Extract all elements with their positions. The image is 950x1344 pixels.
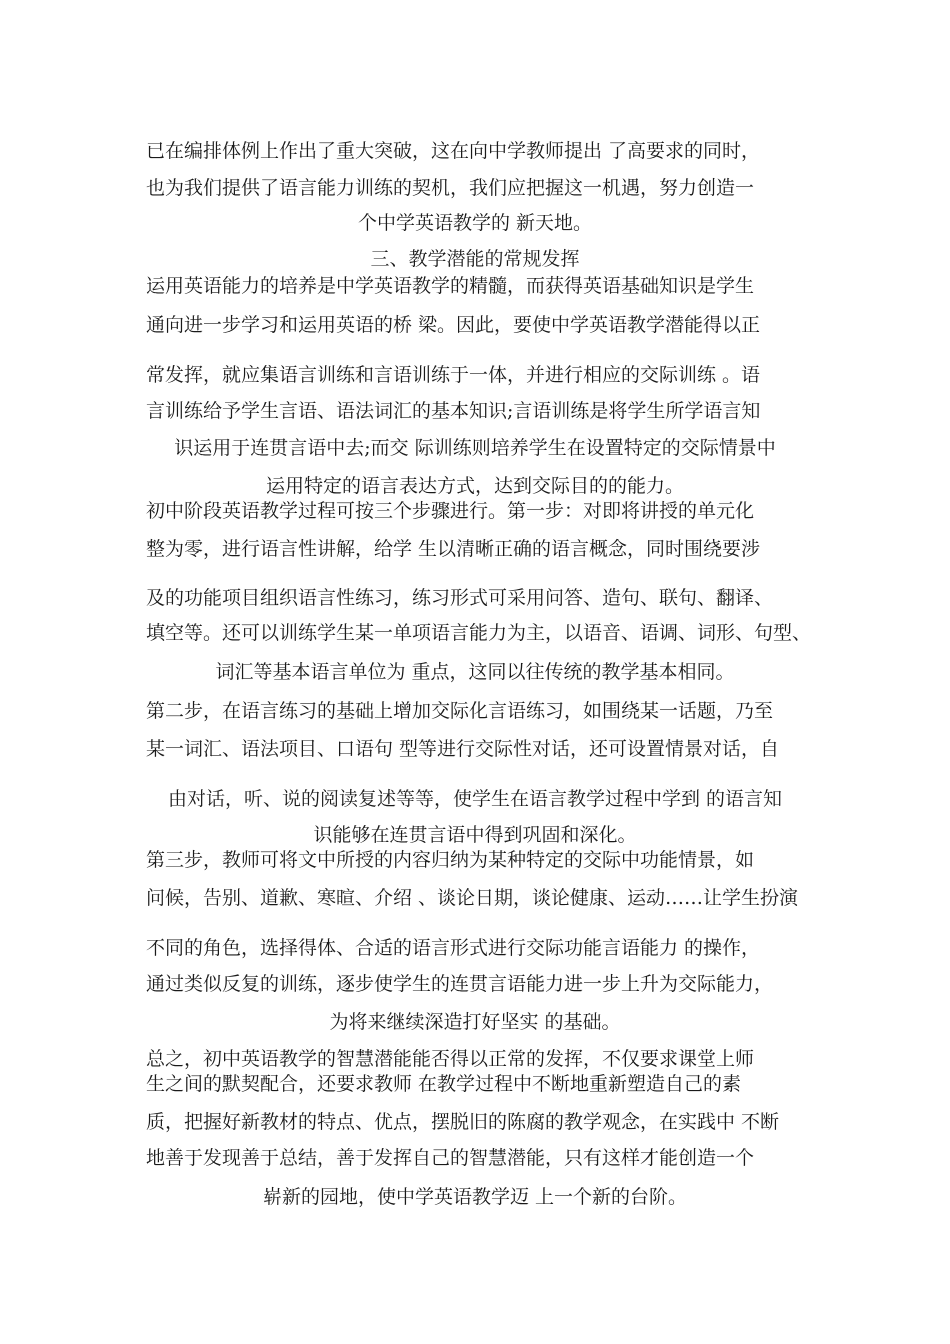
text-line: 通过类似反复的训练，逐步使学生的连贯言语能力进一步上升为交际能力， xyxy=(146,973,774,995)
text-line: 初中阶段英语教学过程可按三个步骤进行。第一步：对即将讲授的单元化 xyxy=(146,500,755,522)
text-line: 由对话，听、说的阅读复述等等，使学生在语言教学过程中学到 的语言知 xyxy=(167,788,783,810)
text-line: 词汇等基本语言单位为 重点，这同以往传统的教学基本相同。 xyxy=(215,661,735,683)
text-line: 问候，告别、道歉、寒暄、介绍 、谈论日期，谈论健康、运动……让学生扮演 xyxy=(146,887,799,909)
text-line: 崭新的园地，使中学英语教学迈 上一个新的台阶。 xyxy=(262,1186,688,1208)
text-line: 识运用于连贯言语中去;而交 际训练则培养学生在设置特定的交际情景中 xyxy=(174,437,776,459)
text-line: 及的功能项目组织语言性练习，练习形式可采用问答、造句、联句、翻译、 xyxy=(146,587,774,609)
text-line: 不同的角色，选择得体、合适的语言形式进行交际功能言语能力 的操作， xyxy=(146,937,761,959)
section-heading: 三、教学潜能的常规发挥 xyxy=(370,248,580,270)
text-line: 质，把握好新教材的特点、优点，摆脱旧的陈腐的教学观念，在实践中 不断 xyxy=(146,1111,780,1133)
text-line: 言训练给予学生言语、语法词汇的基本知识;言语训练是将学生所学语言知 xyxy=(146,400,761,422)
text-line: 地善于发现善于总结，善于发挥自己的智慧潜能，只有这样才能创造一个 xyxy=(146,1147,755,1169)
text-line: 某一词汇、语法项目、口语句 型等进行交际性对话，还可设置情景对话，自 xyxy=(146,738,780,760)
text-line: 总之，初中英语教学的智慧潜能能否得以正常的发挥，不仅要求课堂上师 xyxy=(146,1048,755,1070)
text-line: 为将来继续深造打好坚实 的基础。 xyxy=(329,1011,621,1033)
text-line: 运用英语能力的培养是中学英语教学的精髓，而获得英语基础知识是学生 xyxy=(146,275,755,297)
text-line: 整为零，进行语言性讲解，给学 生以清晰正确的语言概念，同时围绕要涉 xyxy=(146,538,761,560)
text-line: 生之间的默契配合，还要求教师 在教学过程中不断地重新塑造自己的素 xyxy=(146,1073,742,1095)
text-line: 第三步，教师可将文中所授的内容归纳为某种特定的交际中功能情景，如 xyxy=(146,849,755,871)
text-line: 第二步，在语言练习的基础上增加交际化言语练习，如围绕某一话题，乃至 xyxy=(146,700,774,722)
text-line: 常发挥，就应集语言训练和言语训练于一体，并进行相应的交际训练 。语 xyxy=(146,364,761,386)
text-line: 运用特定的语言表达方式，达到交际目的的能力。 xyxy=(265,475,684,497)
text-line: 也为我们提供了语言能力训练的契机，我们应把握这一机遇，努力创造一 xyxy=(146,177,755,199)
text-line: 识能够在连贯言语中得到巩固和深化。 xyxy=(313,824,637,846)
text-line: 个中学英语教学的 新天地。 xyxy=(357,212,593,234)
text-line: 通向进一步学习和运用英语的桥 梁。因此，要使中学英语教学潜能得以正 xyxy=(146,314,761,336)
text-line: 已在编排体例上作出了重大突破，这在向中学教师提出 了高要求的同时， xyxy=(146,140,761,162)
text-line: 填空等。还可以训练学生某一单项语言能力为主，以语音、语调、词形、句型、 xyxy=(146,622,812,644)
